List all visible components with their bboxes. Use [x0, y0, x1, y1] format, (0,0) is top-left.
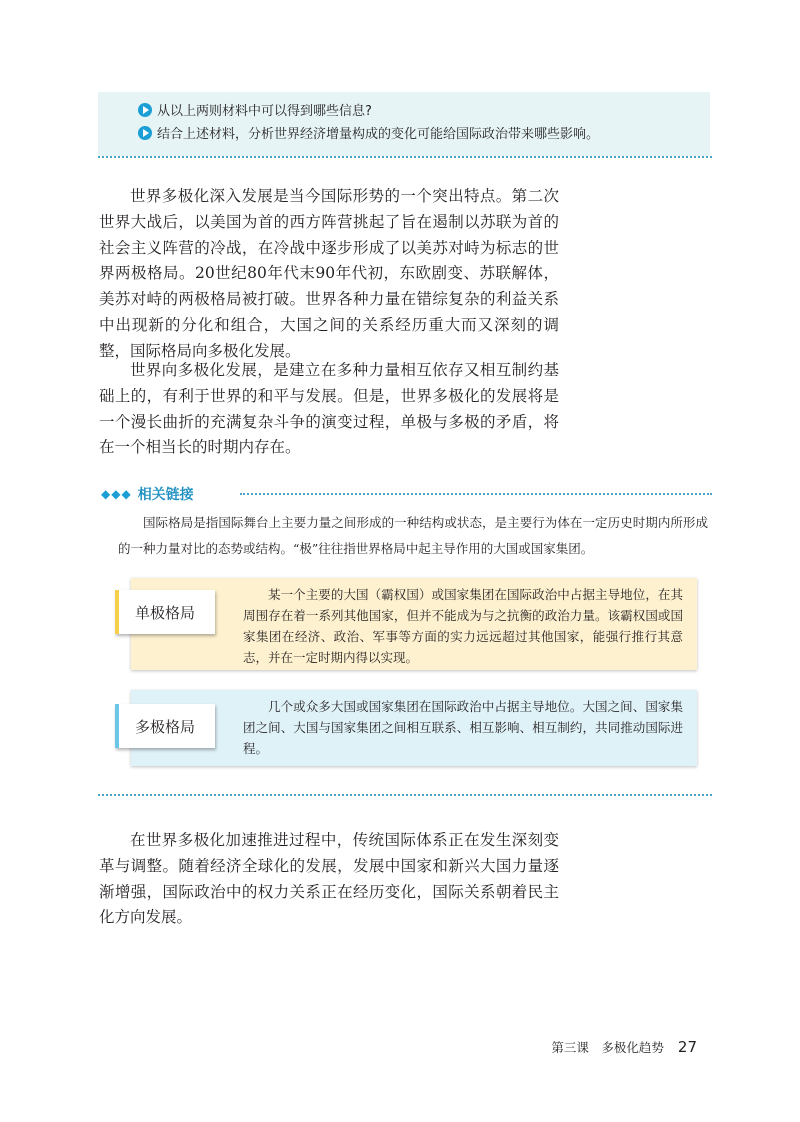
diamond-bullets-icon: ◆◆◆ [101, 487, 132, 501]
question-text: 结合上述材料，分析世界经济增量构成的变化可能给国际政治带来哪些影响。 [157, 127, 600, 142]
question-item [138, 100, 372, 119]
unipolar-card [131, 578, 697, 670]
discussion-questions-box [98, 92, 710, 156]
question-item [138, 123, 599, 142]
multipolar-card [131, 690, 697, 766]
arrow-bullet-icon [138, 126, 152, 140]
definition-text: 国际格局是指国际舞台上主要力量之间形成的一种结构或状态，是主要行为体在一定历史时期内所形成的一种力量对比的态势或结构。“极”往往指世界格局中起主导作用的大国或国家集团。 [118, 515, 708, 556]
multipolar-label: 多极格局 [115, 704, 215, 748]
card-text: 某一个主要的大国（霸权国）或国家集团在国际政治中占据主导地位，在其周围存在着一系列其他国家，但并不能成为与之抗衡的政治力量。该霸权国或国家集团在经济、政治、军事等方面的实力远远超过其他国家，能强行推行其意志，并在一定时期内得以实现。 [243, 587, 683, 665]
body-paragraph: 在世界多极化加速推进过程中，传统国际体系正在发生深刻变革与调整。随着经济全球化的发展，发展中国家和新兴大国力量逐渐增强，国际政治中的权力关系正在经历变化，国际关系朝着民主化方向发展。 [99, 831, 559, 927]
card-text: 几个或众多大国或国家集团在国际政治中占据主导地位。大国之间、国家集团之间、大国与国家集团之间相互联系、相互影响、相互制约，共同推动国际进程。 [243, 699, 683, 756]
question-text: 从以上两则材料中可以得到哪些信息? [157, 104, 372, 119]
page-footer [551, 1038, 697, 1056]
unipolar-label: 单极格局 [115, 590, 215, 634]
related-link-header [101, 484, 194, 504]
chapter-title: 第三课 多极化趋势 [551, 1040, 664, 1055]
dotted-divider [98, 156, 712, 158]
related-link-title: 相关链接 [137, 487, 194, 503]
body-paragraph: 世界向多极化发展，是建立在多种力量相互依存又相互制约基础上的，有利于世界的和平与发展。但是，世界多极化的发展将是一个漫长曲折的充满复杂斗争的演变过程，单极与多极的矛盾，将在一个相当长的时期内存在。 [99, 361, 559, 457]
arrow-bullet-icon [138, 103, 152, 117]
body-paragraph: 世界多极化深入发展是当今国际形势的一个突出特点。第二次世界大战后，以美国为首的西方阵营挑起了旨在遏制以苏联为首的社会主义阵营的冷战，在冷战中逐步形成了以美苏对峙为标志的世界两极格局。20世纪80年代末90年代初，东欧剧变、苏联解体，美苏对峙的两极格局被打破。世界各种力量在错综复杂的利益关系中出现新的分化和组合，大国之间的关系经历重大而又深刻的调整，国际格局向多极化发展。 [99, 187, 559, 360]
page-number: 27 [677, 1038, 697, 1056]
dotted-divider [240, 493, 712, 495]
dotted-divider [98, 794, 712, 796]
